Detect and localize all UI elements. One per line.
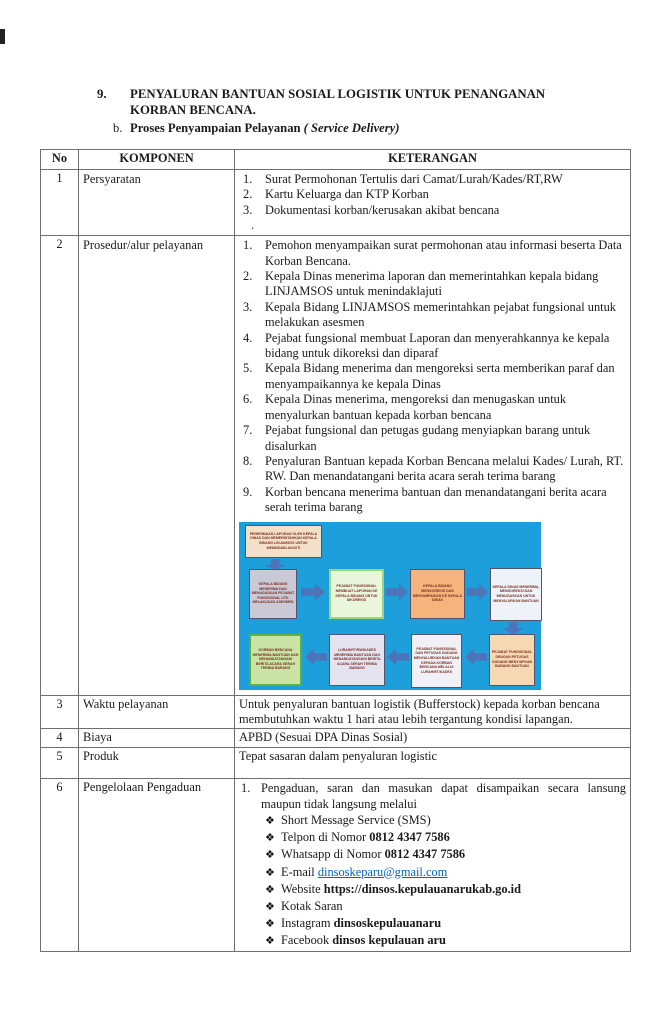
table-row-persyaratan: [41, 170, 631, 236]
diamond-bullet-icon: ❖: [265, 935, 275, 948]
email-link[interactable]: dinsoskeparu@gmail.com: [317, 864, 448, 879]
table-row-biaya: [41, 729, 631, 747]
arrow-right-icon: [467, 584, 488, 601]
row-number: 3: [41, 695, 79, 729]
list-item: Dokumentasi korban/kerusakan akibat bencana: [265, 202, 500, 217]
list-item: Kepala Bidang menerima dan mengoreksi serta memberikan paraf dan menyampaikannya ke kepala Dinas: [265, 361, 615, 391]
flowchart-box-kepala-dinas-menugaskan: KEPALA DINAS MENERIMA, MENGOREKSI DAN MENUGASKAN UNTUK MENYALURKAN BANTUAN: [490, 568, 542, 621]
list-item: Kepala Dinas menerima laporan dan memerintahkan kepala bidang LINJAMSOS untuk menindaklajuti: [265, 269, 599, 299]
komponen-cell: Waktu pelayanan: [79, 695, 235, 729]
header-komponen: KOMPONEN: [79, 150, 235, 170]
flowchart-box-menyiapkan-barang: PEJABAT FUNGSIONAL DENGAN PETUGAS GUDANG MENYIAPKAN BARANG BANTUAN: [489, 634, 535, 686]
diamond-bullet-icon: ❖: [265, 849, 275, 862]
channel-sms: ❖ Short Message Service (SMS): [265, 812, 626, 829]
channel-whatsapp: ❖ Whatsapp di Nomor 0812 4347 7586: [265, 846, 626, 863]
diamond-bullet-icon: ❖: [265, 900, 275, 913]
stray-period: .: [251, 218, 255, 233]
row-number: 2: [41, 236, 79, 695]
keterangan-cell: [235, 236, 631, 695]
komponen-cell: Persyaratan: [79, 170, 235, 236]
table-row-pengaduan: [41, 779, 631, 951]
list-item: Korban bencana menerima bantuan dan menandatangani berita acara serah terima barang: [265, 484, 607, 515]
website-url: https://dinsos.kepulauanarukab.go.id: [323, 881, 522, 896]
table-row-produk: [41, 747, 631, 778]
instagram-handle: dinsoskepulauanaru: [333, 916, 442, 931]
flowchart-box-kepala-bidang-mengoreksi: KEPALA BIDANG MENGOREKSI DAN MENYAMPAIKAN KE KEPALA DINAS: [410, 569, 465, 619]
keterangan-cell: APBD (Sesuai DPA Dinas Sosial): [235, 729, 631, 747]
subsection-title-italic: ( Service Delivery): [303, 121, 400, 135]
diamond-bullet-icon: ❖: [265, 883, 275, 896]
flowchart-box-penyaluran-bantuan: PEJABAT FUNGSIONAL DAN PETUGAS GUDANG MENYALURKAN BANTUAN KEPADA KORBAN BENCANA MELALUI LURAH/RT/KADES: [411, 634, 462, 688]
flowchart-box-pejabat-membuat-laporan: PEJABAT FUNGSIONAL MEMBUAT LAPORAN KE KEPALA BIDANG UNTUK DIKOREKSI: [329, 569, 384, 619]
diamond-bullet-icon: ❖: [265, 814, 275, 827]
procedure-list: [239, 238, 626, 515]
komponen-cell: Pengelolaan Pengaduan: [79, 779, 235, 951]
arrow-left-icon: [465, 649, 487, 666]
list-item: Kepala Bidang LINJAMSOS memerintahkan pejabat fungsional untuk melakukan asesmen: [265, 299, 616, 330]
intro-number: 1.: [241, 781, 251, 796]
arrow-right-icon: [386, 584, 408, 601]
intro-text: Pengaduan, saran dan masukan dapat disampaikan secara lansung maupun tidak langsung melalui: [261, 781, 626, 811]
row-number: 4: [41, 729, 79, 747]
complaint-channels-list: [239, 812, 626, 950]
komponen-cell: Prosedur/alur pelayanan: [79, 236, 235, 695]
requirements-list: [239, 172, 626, 218]
diamond-bullet-icon: ❖: [265, 832, 275, 845]
section-title: PENYALURAN BANTUAN SOSIAL LOGISTIK UNTUK PENANGANAN KORBAN BENCANA.: [130, 87, 546, 117]
arrow-left-icon: [305, 649, 327, 666]
header-no: No: [41, 150, 79, 170]
diamond-bullet-icon: ❖: [265, 866, 275, 879]
facebook-name: dinsos kepulauan aru: [332, 933, 446, 948]
procedure-flowchart: [239, 522, 541, 690]
service-delivery-table: [40, 149, 631, 952]
complaint-intro: [239, 781, 626, 812]
flowchart-box-penerimaan-laporan: PENERIMAAN LAPORAN OLEH KEPALA DINAS DAN MEMERINTAHKAN KEPALA BIDANG LINJAMSOS UNTUK MENINDAKLANJUTI: [245, 525, 322, 558]
diamond-bullet-icon: ❖: [265, 918, 275, 931]
section-number: 9.: [97, 87, 107, 101]
table-header-row: [41, 150, 631, 170]
table-row-waktu: [41, 695, 631, 729]
list-item: Kartu Keluarga dan KTP Korban: [265, 187, 429, 202]
arrow-right-icon: [301, 584, 325, 601]
list-item: Pejabat fungsional membuat Laporan dan menyerahkannya ke kepala bidang untuk dikoreksi dan diparaf: [265, 330, 610, 361]
arrow-left-icon: [387, 649, 409, 666]
list-item: Pejabat fungsional dan petugas gudang menyiapkan barang untuk disalurkan: [265, 423, 591, 453]
channel-facebook: ❖ Facebook dinsos kepulauan aru: [265, 932, 626, 949]
channel-kotak-saran: ❖ Kotak Saran: [265, 898, 626, 915]
list-item: Surat Permohonan Tertulis dari Camat/Lurah/Kades/RT,RW: [265, 172, 563, 186]
channel-instagram: ❖ Instagram dinsoskepulauanaru: [265, 915, 626, 932]
section-heading: [97, 86, 627, 118]
list-item: Pemohon menyampaikan surat permohonan atau informasi beserta Data Korban Bencana.: [265, 238, 622, 268]
list-item: Penyaluran Bantuan kepada Korban Bencana melalui Kades/ Lurah, RT. RW. Dan menandatangani berita acara serah terima barang: [265, 453, 624, 484]
channel-website: ❖ Website https://dinsos.kepulauanarukab.go.id: [265, 881, 626, 898]
keterangan-cell: [235, 779, 631, 951]
komponen-cell: Biaya: [79, 729, 235, 747]
row-number: 5: [41, 747, 79, 778]
row-number: 6: [41, 779, 79, 951]
flowchart-box-kepala-bidang-menugaskan: KEPALA BIDANG MENERIMA DAN MENUGASKAN PEJABAT FUNGSIONAL UTK MELAKUKAN ASESMEN: [249, 569, 297, 619]
section-subheading: [113, 120, 627, 136]
row-number: 1: [41, 170, 79, 236]
keterangan-cell: Tepat sasaran dalam penyaluran logistic: [235, 747, 631, 778]
komponen-cell: Produk: [79, 747, 235, 778]
phone-number: 0812 4347 7586: [369, 830, 450, 845]
whatsapp-number: 0812 4347 7586: [384, 847, 466, 862]
table-row-prosedur: [41, 236, 631, 695]
keterangan-cell: Untuk penyaluran bantuan logistik (Bufferstock) kepada korban bencana membutuhkan waktu 1 hari atau lebih tergantung kondisi lapangan.: [235, 695, 631, 729]
list-item: Kepala Dinas menerima, mengoreksi dan menugaskan untuk menyalurkan bantuan kepada korban bencana: [265, 392, 567, 422]
header-keterangan: KETERANGAN: [235, 150, 631, 170]
flowchart-box-lurah-menerima: LURAH/RT/RW/KADES MENERIMA BANTUAN DAN MENANDATANGANI BERITA ACARA SERAH TERIMA BARANG: [329, 634, 385, 686]
scan-artifact: [0, 29, 5, 44]
channel-phone: ❖ Telpon di Nomor 0812 4347 7586: [265, 829, 626, 846]
channel-email: ❖ E-mail dinsoskeparu@gmail.com: [265, 864, 626, 881]
subsection-title: Proses Penyampaian Pelayanan: [130, 121, 304, 135]
subsection-letter: b.: [113, 121, 123, 135]
flowchart-box-korban-menerima: KORBAN BENCANA MENERIMA BANTUAN DAN MENANDATANGANI BERITA ACARA SERAH TERIMA BARANG: [249, 634, 302, 686]
keterangan-cell: [235, 170, 631, 236]
